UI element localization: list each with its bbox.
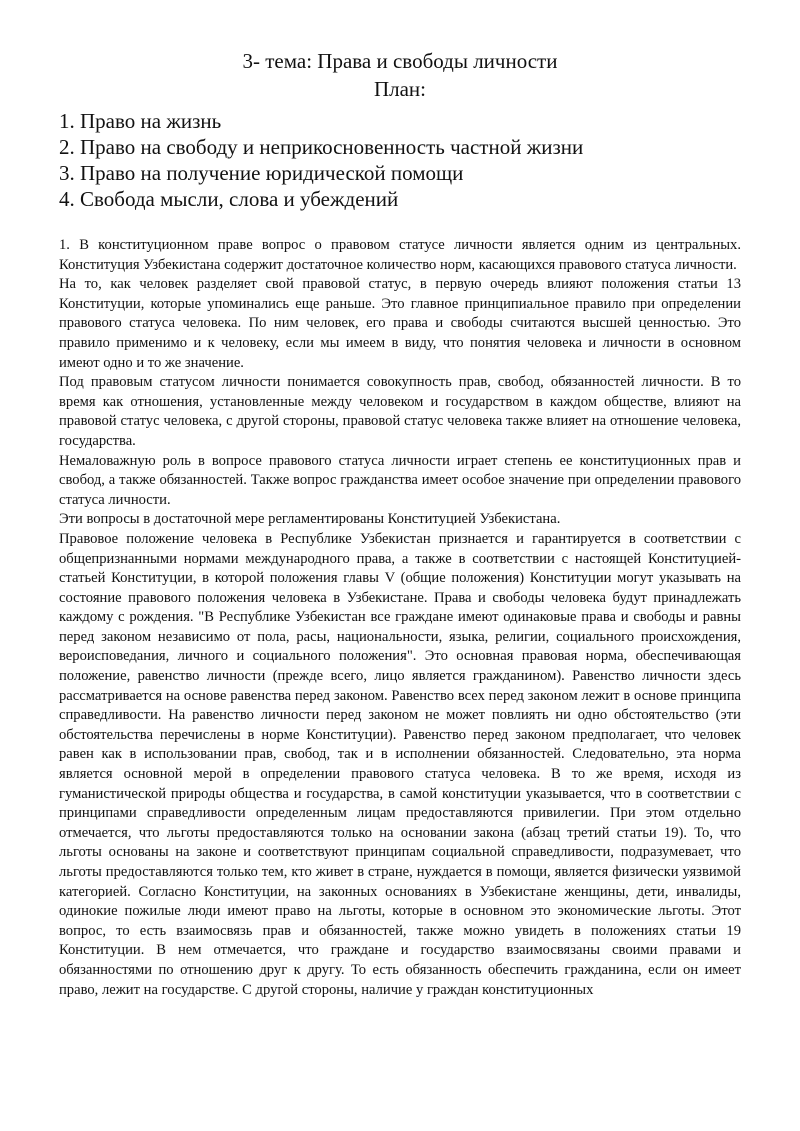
plan-item: 2. Право на свободу и неприкосновенность частной жизни: [59, 135, 584, 159]
paragraph: На то, как человек разделяет свой правовой статус, в первую очередь влияют положения статьи 13 Конституции, которые упоминались еще раньше. Это главное принципиальное правило при определении правового статуса человека. По ним человек, его права и свободы считаются высшей ценностью. Это правило применимо и к человеку, если мы имеем в виду, что понятия человека и личности в основном имеют одно и то же значение.: [59, 276, 741, 371]
paragraph: 1. В конституционном праве вопрос о правовом статусе личности является одним из центральных. Конституция Узбекистана содержит достаточное количество норм, касающихся правового статуса личности.: [59, 237, 741, 273]
plan-heading: План:: [373, 77, 427, 101]
paragraph: Под правовым статусом личности понимается совокупность прав, свобод, обязанностей личности. В то время как отношения, установленные между человеком и государством в каждом обществе, влияют на правовой статус человека, с другой стороны, правовой статус человека также влияет на отношение человека, государства.: [59, 374, 741, 449]
body-text: [59, 236, 741, 1000]
plan-item: 3. Право на получение юридической помощи: [59, 161, 464, 185]
paragraph: Эти вопросы в достаточной мере регламентированы Конституцией Узбекистана.: [59, 511, 561, 528]
plan-item: 4. Свобода мысли, слова и убеждений: [59, 187, 399, 211]
paragraph: Немаловажную роль в вопросе правового статуса личности играет степень ее конституционных прав и свобод, а также обязанностей. Также вопрос гражданства имеет особое значение при определении правового статуса личности.: [59, 452, 741, 508]
plan-item: 1. Право на жизнь: [59, 109, 222, 133]
paragraph: Правовое положение человека в Республике Узбекистан признается и гарантируется в соответствии с общепризнанными нормами международного права, а также в соответствии с настоящей Конституцией-статьей Конституции, в которой положения главы V (общие положения) Конституции могут указывать на состояние правового положения человека в Узбекистане. Права и свободы человека будут принадлежать каждому с рождения. "В Республике Узбекистан все граждане имеют одинаковые права и свободы и равны перед законом независимо от пола, расы, национальности, языка, религии, социального происхождения, вероисповедания, личного и социального положения". Это основная правовая норма, обеспечивающая положение, равенство личности (прежде всего, лицо является гражданином). Равенство личности здесь рассматривается на основе равенства перед законом. Равенство всех перед законом лежит в основе принципа справедливости. На равенство личности перед законом не может повлиять ни одно обстоятельство (эти обстоятельства перечислены в норме Конституции). Равенство перед законом предполагает, что человек равен как в использовании прав, свобод, так и в исполнении обязанностей. Следовательно, эта норма является основной мерой в определении правового статуса человека. В то же время, исходя из гуманистической природы общества и государства, в самой конституции указывается, что в соответствии с принципами справедливости определенным лицам предоставляются привилегии. При этом отдельно отмечается, что льготы предоставляются только на основании закона (абзац третий статьи 19). То, что льготы основаны на законе и соответствуют принципам социальной справедливости, подразумевает, что льготы предоставляются только тем, кто живет в стране, нуждается в помощи, является физически уязвимой категорией. Согласно Конституции, на законных основаниях в Узбекистане женщины, дети, инвалиды, одинокие пожилые люди имеют право на льготы, которые в основном это экономические льготы. Этот вопрос, то есть взаимосвязь прав и обязанностей, также можно увидеть в положениях статьи 19 Конституции. В нем отмечается, что граждане и государство взаимосвязаны своими правами и обязанностями по отношению друг к другу. То есть обязанность обеспечить гражданина, если он имеет право, лежит на государстве. С другой стороны, наличие у граждан конституционных: [59, 530, 741, 998]
plan-list: [59, 108, 741, 212]
document-title: 3- тема: Права и свободы личности: [242, 49, 558, 73]
